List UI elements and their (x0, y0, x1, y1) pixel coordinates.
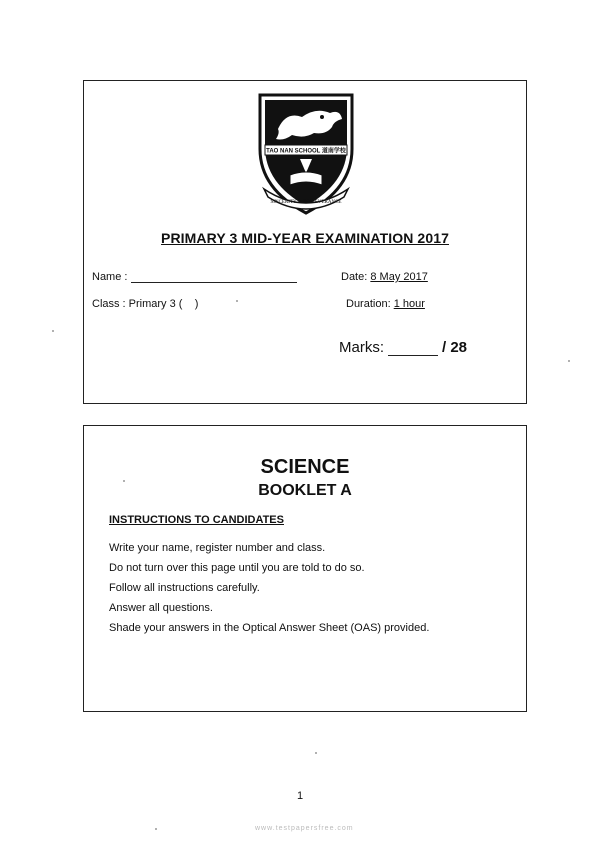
duration-field (346, 298, 425, 310)
class-field (92, 298, 198, 310)
subject-title: SCIENCE (260, 456, 350, 478)
page-number: 1 (296, 790, 304, 802)
marks-field (339, 339, 467, 356)
exam-title: PRIMARY 3 MID-YEAR EXAMINATION 2017 (161, 230, 449, 246)
subject-box (83, 425, 527, 712)
date-label: Date: (341, 271, 368, 283)
scan-speck (52, 330, 54, 332)
instruction-item: Follow all instructions carefully. (109, 582, 260, 594)
instruction-item: Answer all questions. (109, 602, 213, 614)
class-close: ) (194, 298, 199, 310)
footer-source-url: www.testpapersfree.com (255, 825, 354, 832)
class-label: Class : Primary 3 ( (92, 298, 183, 310)
marks-label: Marks: (339, 339, 384, 356)
instruction-item: Shade your answers in the Optical Answer Sheet (OAS) provided. (109, 622, 430, 634)
booklet-title: BOOKLET A (258, 482, 352, 499)
name-label: Name : (92, 271, 128, 283)
date-field (341, 271, 428, 283)
marks-total: / 28 (442, 339, 468, 356)
instruction-item: Do not turn over this page until you are told to do so. (109, 562, 365, 574)
school-crest-logo (256, 89, 356, 217)
svg-text:SINCERITY & PERSEVERANCE: SINCERITY & PERSEVERANCE (270, 200, 342, 205)
marks-blank-line (388, 343, 438, 356)
duration-value: 1 hour (393, 298, 425, 310)
instructions-list (109, 541, 429, 641)
scan-speck (315, 752, 317, 754)
scan-speck (123, 480, 125, 482)
exam-header-box (83, 80, 527, 404)
instruction-item: Write your name, register number and class. (109, 542, 326, 554)
scan-speck (236, 300, 238, 302)
name-blank-line (131, 272, 297, 283)
scan-speck (155, 828, 157, 830)
date-value: 8 May 2017 (370, 271, 428, 283)
name-field (92, 271, 297, 283)
instructions-heading: INSTRUCTIONS TO CANDIDATES (109, 514, 284, 526)
scan-speck (568, 360, 570, 362)
duration-label: Duration: (346, 298, 391, 310)
svg-text:TAO NAN SCHOOL 道南学校: TAO NAN SCHOOL 道南学校 (266, 148, 346, 155)
